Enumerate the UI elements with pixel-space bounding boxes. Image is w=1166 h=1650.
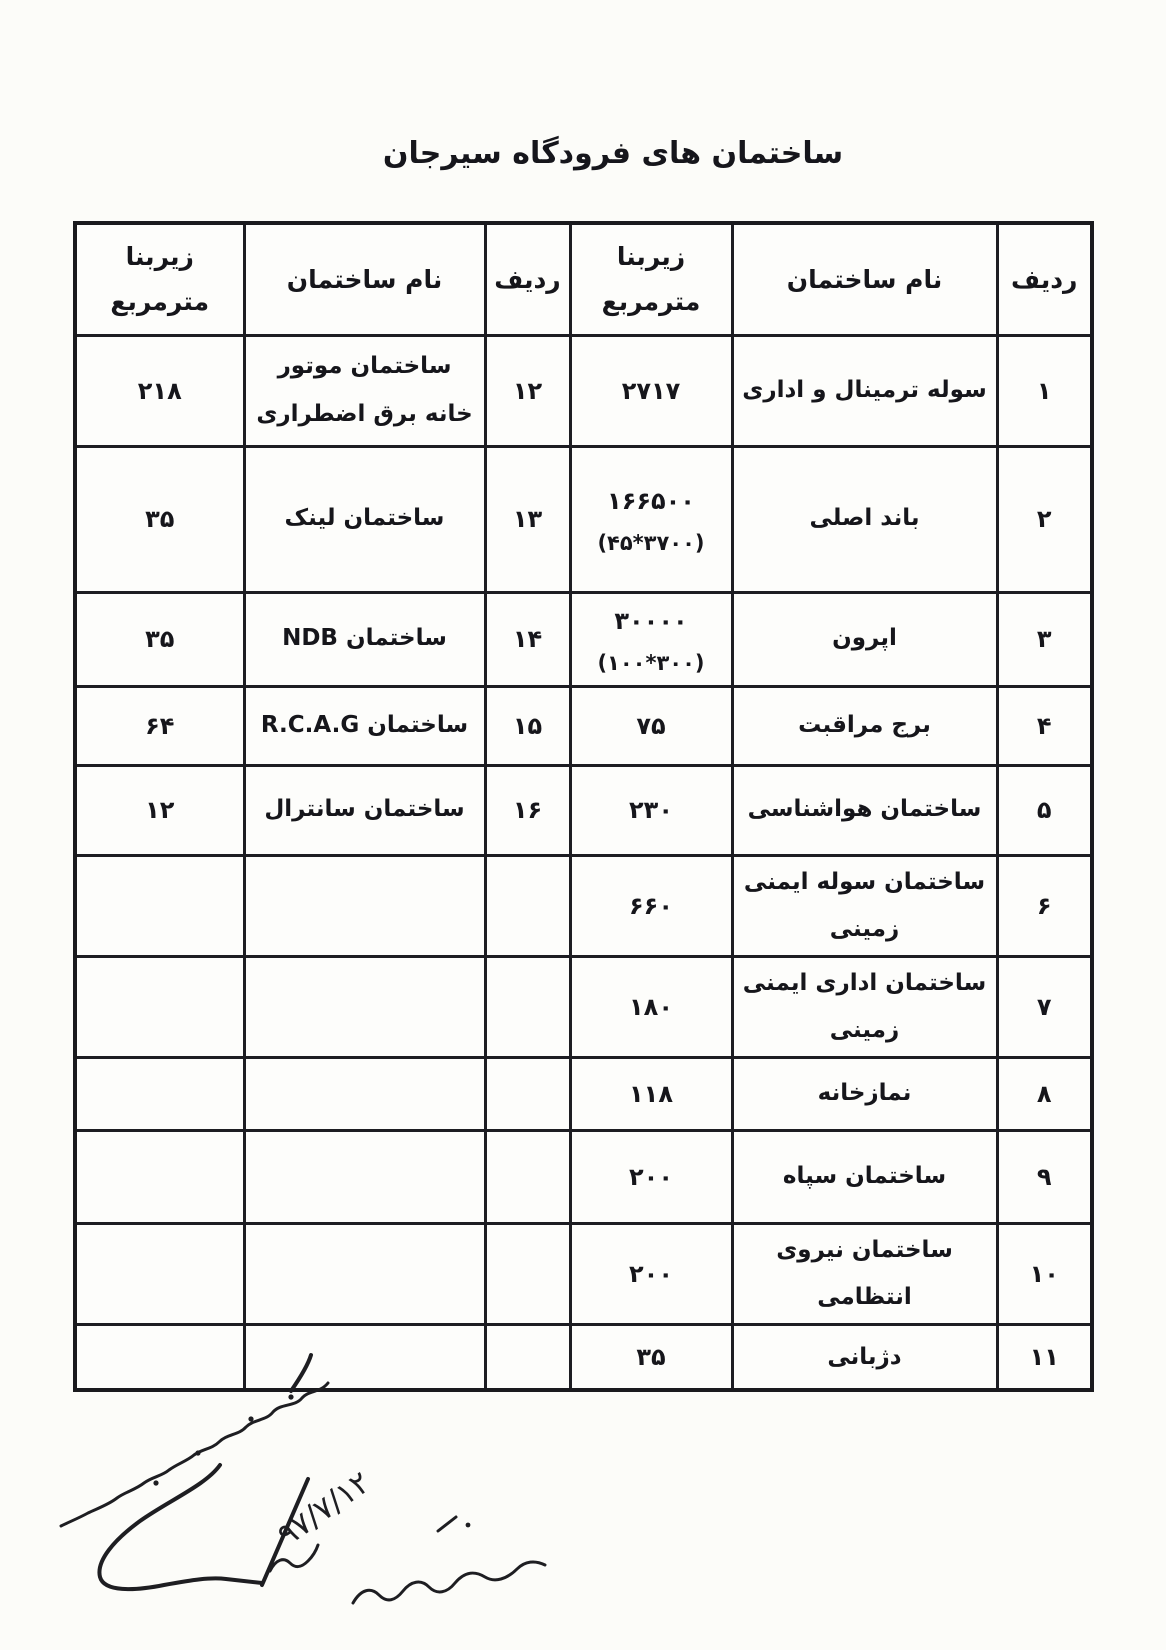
area-cell bbox=[75, 1224, 244, 1325]
area-dimensions-note: (۱۰۰*۳۰۰) bbox=[597, 651, 705, 675]
header-area-line1: زیربنا bbox=[125, 242, 194, 272]
area-cell bbox=[75, 1058, 244, 1131]
header-radif-left: ردیف bbox=[485, 223, 570, 335]
table-row bbox=[75, 855, 1092, 956]
area-cell: ۱۸۰ bbox=[570, 956, 732, 1057]
table-row bbox=[75, 686, 1092, 765]
area-cell: ۲۱۸ bbox=[75, 335, 244, 446]
row-number-cell: ۴ bbox=[997, 686, 1092, 765]
table-row bbox=[75, 1224, 1092, 1325]
handwritten-signature bbox=[40, 1333, 600, 1633]
table-row bbox=[75, 1131, 1092, 1224]
area-cell bbox=[75, 855, 244, 956]
header-area-line2: مترمربع bbox=[601, 287, 701, 317]
row-number-cell: ۳ bbox=[997, 592, 1092, 686]
row-number-cell: ۸ bbox=[997, 1058, 1092, 1131]
building-name-cell: ساختمان سانترال bbox=[244, 765, 485, 855]
header-area-left bbox=[75, 223, 244, 335]
area-cell: ۳۵ bbox=[75, 592, 244, 686]
header-radif-right: ردیف bbox=[997, 223, 1092, 335]
row-number-cell bbox=[485, 1058, 570, 1131]
building-name-cell: ساختمان R.C.A.G bbox=[244, 686, 485, 765]
building-name-cell: ساختمان نیروی انتظامی bbox=[732, 1224, 997, 1325]
table-header-row bbox=[75, 223, 1092, 335]
row-number-cell: ۱۴ bbox=[485, 592, 570, 686]
row-number-cell: ۲ bbox=[997, 446, 1092, 592]
table-row bbox=[75, 765, 1092, 855]
row-number-cell: ۱۱ bbox=[997, 1325, 1092, 1390]
row-number-cell: ۵ bbox=[997, 765, 1092, 855]
building-name-cell: نمازخانه bbox=[732, 1058, 997, 1131]
building-name-cell: برج مراقبت bbox=[732, 686, 997, 765]
building-name-cell: سوله ترمینال و اداری bbox=[732, 335, 997, 446]
document-title: ساختمان های فرودگاه سیرجان bbox=[382, 136, 844, 171]
building-name-cell: اپرون bbox=[732, 592, 997, 686]
row-number-cell: ۱۵ bbox=[485, 686, 570, 765]
area-cell: ۲۷۱۷ bbox=[570, 335, 732, 446]
building-name-cell: ساختمان سوله ایمنی زمینی bbox=[732, 855, 997, 956]
area-cell bbox=[570, 592, 732, 686]
table-row bbox=[75, 956, 1092, 1057]
building-name-cell: ساختمان سپاه bbox=[732, 1131, 997, 1224]
building-name-cell: باند اصلی bbox=[732, 446, 997, 592]
area-cell: ۱۱۸ bbox=[570, 1058, 732, 1131]
row-number-cell bbox=[485, 855, 570, 956]
row-number-cell: ۱۲ bbox=[485, 335, 570, 446]
table-row bbox=[75, 592, 1092, 686]
building-name-cell: ساختمان اداری ایمنی زمینی bbox=[732, 956, 997, 1057]
area-cell: ۳۵ bbox=[570, 1325, 732, 1390]
area-cell: ۲۳۰ bbox=[570, 765, 732, 855]
building-name-cell: ساختمان هواشناسی bbox=[732, 765, 997, 855]
building-name-cell bbox=[244, 1058, 485, 1131]
area-dimensions-note: (۴۵*۳۷۰۰) bbox=[597, 531, 705, 555]
header-name-right: نام ساختمان bbox=[732, 223, 997, 335]
building-name-cell: ساختمان موتور خانه برق اضطراری bbox=[244, 335, 485, 446]
building-name-cell bbox=[244, 855, 485, 956]
building-name-cell: دژبانی bbox=[732, 1325, 997, 1390]
area-cell bbox=[75, 956, 244, 1057]
area-cell: ۶۴ bbox=[75, 686, 244, 765]
row-number-cell: ۹ bbox=[997, 1131, 1092, 1224]
area-cell: ۶۶۰ bbox=[570, 855, 732, 956]
building-name-cell bbox=[244, 956, 485, 1057]
area-cell bbox=[75, 1131, 244, 1224]
row-number-cell: ۱ bbox=[997, 335, 1092, 446]
header-area-line2: مترمربع bbox=[110, 287, 210, 317]
table-row bbox=[75, 446, 1092, 592]
table-row bbox=[75, 1058, 1092, 1131]
row-number-cell: ۶ bbox=[997, 855, 1092, 956]
row-number-cell: ۱۶ bbox=[485, 765, 570, 855]
area-cell: ۳۵ bbox=[75, 446, 244, 592]
signature-scribble bbox=[61, 1355, 545, 1603]
area-cell: ۲۰۰ bbox=[570, 1131, 732, 1224]
header-name-left: نام ساختمان bbox=[244, 223, 485, 335]
row-number-cell bbox=[485, 1224, 570, 1325]
row-number-cell bbox=[485, 1131, 570, 1224]
buildings-table bbox=[73, 221, 1094, 1392]
building-name-cell: ساختمان لینک bbox=[244, 446, 485, 592]
area-value: ۳۰۰۰۰ bbox=[614, 607, 688, 635]
row-number-cell: ۷ bbox=[997, 956, 1092, 1057]
header-area-right bbox=[570, 223, 732, 335]
building-name-cell bbox=[244, 1131, 485, 1224]
row-number-cell bbox=[485, 956, 570, 1057]
signature-date: ۹۷/۷/۱۲ bbox=[270, 1464, 377, 1554]
table-row bbox=[75, 335, 1092, 446]
area-cell: ۲۰۰ bbox=[570, 1224, 732, 1325]
building-name-cell: ساختمان NDB bbox=[244, 592, 485, 686]
area-cell bbox=[570, 446, 732, 592]
building-name-cell bbox=[244, 1224, 485, 1325]
area-cell: ۷۵ bbox=[570, 686, 732, 765]
area-value: ۱۶۶۵۰۰ bbox=[607, 487, 695, 515]
header-area-line1: زیربنا bbox=[616, 242, 686, 272]
row-number-cell: ۱۰ bbox=[997, 1224, 1092, 1325]
row-number-cell: ۱۳ bbox=[485, 446, 570, 592]
area-cell: ۱۲ bbox=[75, 765, 244, 855]
